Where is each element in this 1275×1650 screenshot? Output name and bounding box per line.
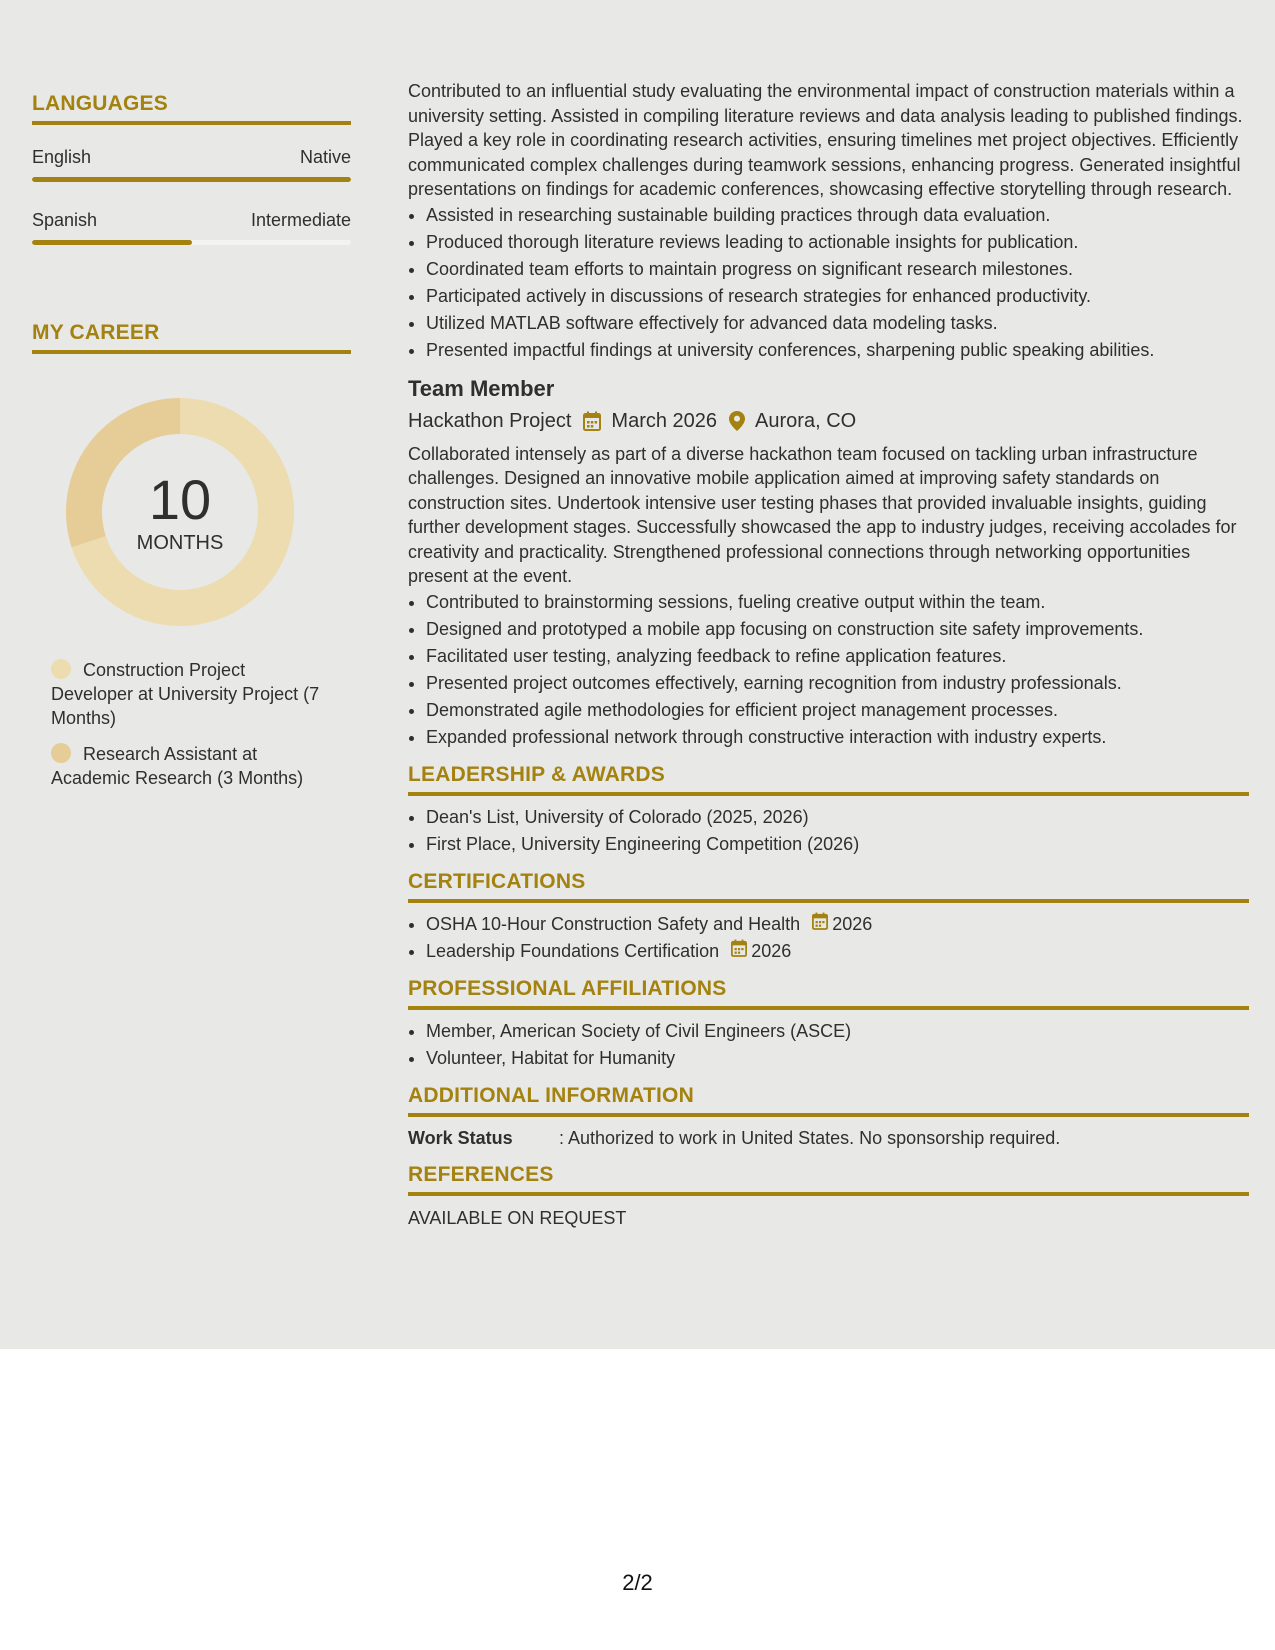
list-item: • Facilitated user testing, analyzing feedback to refine application features.	[426, 643, 1249, 670]
calendar-icon	[731, 938, 747, 965]
certifications-heading: CERTIFICATIONS	[408, 870, 1249, 903]
list-item: • Contributed to brainstorming sessions, fueling creative output within the team.	[426, 589, 1249, 616]
list-item: • Dean's List, University of Colorado (2025, 2026)	[426, 804, 1249, 831]
hackathon-bullets	[408, 589, 1249, 751]
donut-center	[66, 398, 294, 626]
work-status-value: : Authorized to work in United States. No sponsorship required.	[559, 1127, 1061, 1148]
page-number: 2/2	[622, 1570, 653, 1595]
legend-label: Research Assistant at Academic Research (3 Months)	[51, 744, 304, 788]
leadership-section	[408, 763, 1249, 858]
hackathon-entry	[408, 376, 1249, 751]
additional-heading: ADDITIONAL INFORMATION	[408, 1084, 1249, 1117]
certification-name: • OSHA 10-Hour Construction Safety and Health	[426, 913, 801, 934]
job-date: March 2026	[611, 409, 718, 432]
list-item	[426, 911, 1249, 938]
list-item: • Utilized MATLAB software effectively for advanced data modeling tasks.	[426, 310, 1249, 337]
certifications-list	[408, 911, 1249, 965]
list-item: • Demonstrated agile methodologies for efficient project management processes.	[426, 697, 1249, 724]
language-level: Intermediate	[250, 210, 351, 230]
list-item: • Designed and prototyped a mobile app focusing on construction site safety improvements.	[426, 616, 1249, 643]
list-item: • Participated actively in discussions of research strategies for enhanced productivity.	[426, 283, 1249, 310]
legend-item	[51, 742, 331, 790]
calendar-icon	[583, 411, 601, 431]
legend-item	[51, 658, 331, 730]
job-meta	[408, 408, 1249, 434]
work-status-label: Work Status	[408, 1127, 513, 1148]
sidebar	[32, 92, 351, 802]
job-organization: Hackathon Project	[408, 409, 572, 432]
list-item: • Expanded professional network through constructive interaction with industry experts.	[426, 724, 1249, 751]
references-text: AVAILABLE ON REQUEST	[408, 1207, 627, 1228]
work-status-row	[408, 1125, 1249, 1151]
career-total-number: 10	[148, 468, 212, 531]
languages-heading: LANGUAGES	[32, 92, 351, 125]
list-item: • Volunteer, Habitat for Humanity	[426, 1045, 1249, 1072]
language-proficiency-fill	[32, 240, 192, 245]
career-section	[32, 321, 351, 790]
career-total-unit: MONTHS	[136, 532, 224, 554]
career-heading: MY CAREER	[32, 321, 351, 354]
affiliations-heading: PROFESSIONAL AFFILIATIONS	[408, 977, 1249, 1010]
leadership-heading: LEADERSHIP & AWARDS	[408, 763, 1249, 796]
additional-section	[408, 1084, 1249, 1151]
language-proficiency-fill	[32, 177, 351, 182]
affiliations-section	[408, 977, 1249, 1072]
calendar-icon	[812, 911, 828, 938]
language-proficiency-bar	[32, 177, 351, 182]
languages-section	[32, 92, 351, 245]
legend-label: Construction Project Developer at University Project (7 Months)	[51, 660, 320, 728]
certifications-section	[408, 870, 1249, 965]
research-summary: Contributed to an influential study evaluating the environmental impact of construction materials within a university setting. Assisted in compiling literature reviews and data analysis leading to published findings. Played a key role in coordinating research activities, ensuring timelines met project objectives. Efficiently communicated complex challenges during teamwork sessions, enhancing progress. Generated insightful presentations on findings for academic conferences, showcasing effective storytelling through research.	[408, 81, 1243, 199]
certification-name: • Leadership Foundations Certification	[426, 940, 720, 961]
career-donut-chart	[66, 398, 294, 626]
list-item: • Coordinated team efforts to maintain progress on significant research milestones.	[426, 256, 1249, 283]
list-item: • Assisted in researching sustainable building practices through data evaluation.	[426, 202, 1249, 229]
hackathon-summary: Collaborated intensely as part of a diverse hackathon team focused on tackling urban infrastructure challenges. Designed an innovative mobile application aimed at improving safety standards on construction sites. Undertook intensive user testing phases that provided invaluable insights, guiding further development stages. Successfully showcased the app to industry judges, receiving accolades for creativity and practicality. Strengthened professional connections through networking opportunities present at the event.	[408, 443, 1237, 586]
legend-dot	[51, 743, 71, 763]
legend-dot	[51, 659, 71, 679]
list-item: • Member, American Society of Civil Engineers (ASCE)	[426, 1018, 1249, 1045]
leadership-list	[408, 804, 1249, 858]
main-content	[408, 79, 1249, 1230]
job-location: Aurora, CO	[755, 409, 857, 432]
job-title: Team Member	[408, 375, 555, 401]
language-item	[32, 209, 351, 245]
certification-year: 2026	[832, 913, 873, 934]
research-entry	[408, 79, 1249, 364]
list-item: • Produced thorough literature reviews leading to actionable insights for publication.	[426, 229, 1249, 256]
list-item: • Presented impactful findings at university conferences, sharpening public speaking abilities.	[426, 337, 1249, 364]
language-proficiency-bar	[32, 240, 351, 245]
list-item: • First Place, University Engineering Competition (2026)	[426, 831, 1249, 858]
references-section	[408, 1163, 1249, 1230]
career-legend	[32, 658, 331, 790]
language-name: Spanish	[32, 210, 98, 230]
research-bullets	[408, 202, 1249, 364]
map-pin-icon	[729, 411, 745, 431]
language-name: English	[32, 147, 92, 167]
language-level: Native	[299, 147, 351, 167]
affiliations-list	[408, 1018, 1249, 1072]
list-item	[426, 938, 1249, 965]
references-heading: REFERENCES	[408, 1163, 1249, 1196]
certification-year: 2026	[751, 940, 792, 961]
list-item: • Presented project outcomes effectively, earning recognition from industry professionals.	[426, 670, 1249, 697]
language-item	[32, 146, 351, 182]
